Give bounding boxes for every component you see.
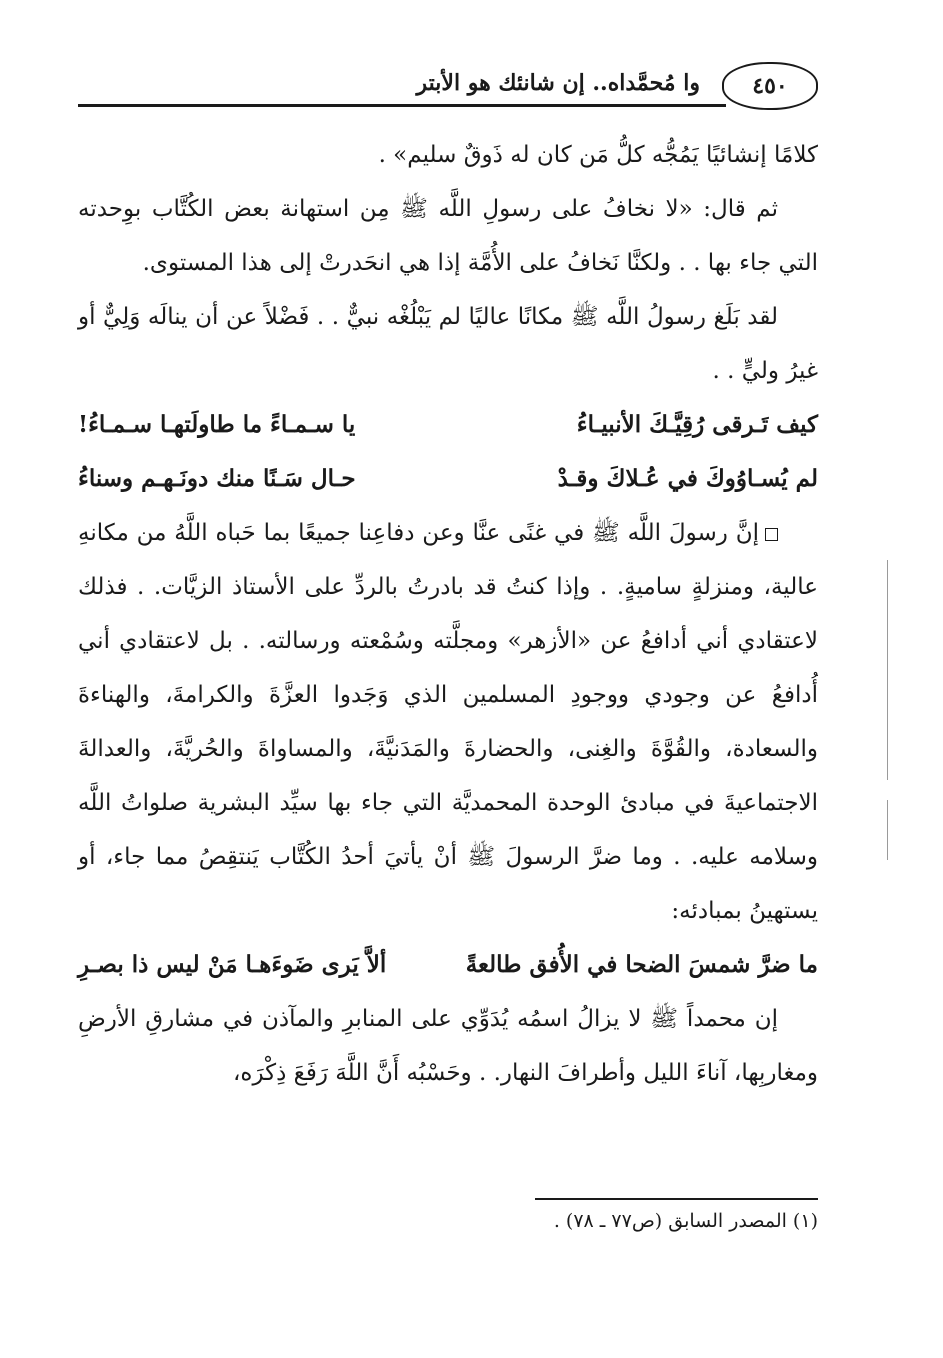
- running-header: [78, 58, 818, 110]
- verse-1-second-hemistich: يا سـمـاءً ما طاولَتهـا سـمـاءُ!: [78, 411, 356, 438]
- verse-line-1: [78, 398, 818, 452]
- paragraph-box-icon: [765, 528, 778, 541]
- paragraph-4: [78, 506, 818, 938]
- body-text: [78, 128, 818, 1100]
- paragraph-4-text: إنَّ رسولَ اللَّه ﷺ في غنًى عنَّا وعن دفاعِنا جميعًا بما حَباه اللَّهُ من مكانهِ عالية، ومنزلةٍ ساميةٍ. . وإذا كنتُ قد بادرتُ بالردِّ على الأستاذ الزيَّات. . فذلك لاعتقادي أني أدافعُ عن «الأزهر» ومجلَّته وسُمْعته ورسالته. . بل لاعتقادي أني أُدافعُ عن وجودي ووجودِ المسلمين الذي وَجَدوا العزَّةَ والكرامةَ، والهناءةَ والسعادة، والقُوَّةَ والغِنى، والحضارةَ والمَدَنيَّةَ، والمساواةَ والحُريَّةَ، والعدالةَ الاجتماعيةَ في مبادئ الوحدة المحمديَّة التي جاء بها سيِّد البشرية صلواتُ اللَّه وسلامه عليه. . وما ضرَّ الرسولَ ﷺ أنْ يأتيَ أحدُ الكُتَّاب يَنتقِصُ مما جاء، أو يستهينُ بمبادئه:: [78, 520, 818, 924]
- header-rule: [78, 104, 726, 107]
- paragraph-3: لقد بَلَغ رسولُ اللَّه ﷺ مكانًا عاليًا لم يَبْلُغْه نبيٌّ . . فَضْلاً عن أن ينالَه وَلِيٌّ أو غيرُ وليٍّ . .: [78, 304, 818, 384]
- paragraph-1: كلامًا إنشائيًا يَمُجُّه كلُّ مَن كان له ذَوقٌ سليم» .: [378, 142, 818, 168]
- verse-2-first-hemistich: لم يُسـاوُوكَ في عُـلاكَ وقـدْ: [557, 465, 818, 492]
- page-number: ٤٥٠: [722, 62, 818, 110]
- paragraph-2: ثم قال: «لا نخافُ على رسولِ اللَّه ﷺ مِن استهانة بعض الكُتَّاب بوِحدته التي جاء بها . . ولكنَّا نَخافُ على الأُمَّة إذا هي انحَدرتْ إلى هذا المستوى.: [78, 196, 818, 276]
- footnote: (١) المصدر السابق (ص٧٧ ـ ٧٨) .: [553, 1210, 818, 1232]
- verse-3-first-hemistich: ما ضرَّ شمسَ الضحا في الأُفق طالعةً: [465, 951, 818, 978]
- margin-line: [887, 800, 888, 860]
- verse-2-second-hemistich: حـال سَـنًا منك دونَـهـم وسناءُ: [78, 465, 356, 492]
- verse-line-3: [78, 938, 818, 992]
- header-title: وا مُحمَّداه.. إن شانئك هو الأبتر: [416, 70, 700, 96]
- verse-1-first-hemistich: كيف تَـرقى رُقِيَّـكَ الأنبيـاءُ: [576, 411, 818, 438]
- verse-3-second-hemistich: ألاَّ يَرى ضَوءَهـا مَنْ ليس ذا بصـرِ: [78, 951, 387, 978]
- margin-line: [887, 560, 888, 780]
- paragraph-5: إن محمداً ﷺ لا يزالُ اسمُه يُدَوِّي على المنابرِ والمآذن في مشارقِ الأرضِ ومغاربِها، آناءَ الليل وأطرافَ النهار. . وحَسْبُه أَنَّ اللَّهَ رَفَعَ ذِكْرَه،: [78, 1006, 818, 1086]
- footnote-rule: [535, 1198, 818, 1200]
- verse-line-2: [78, 452, 818, 506]
